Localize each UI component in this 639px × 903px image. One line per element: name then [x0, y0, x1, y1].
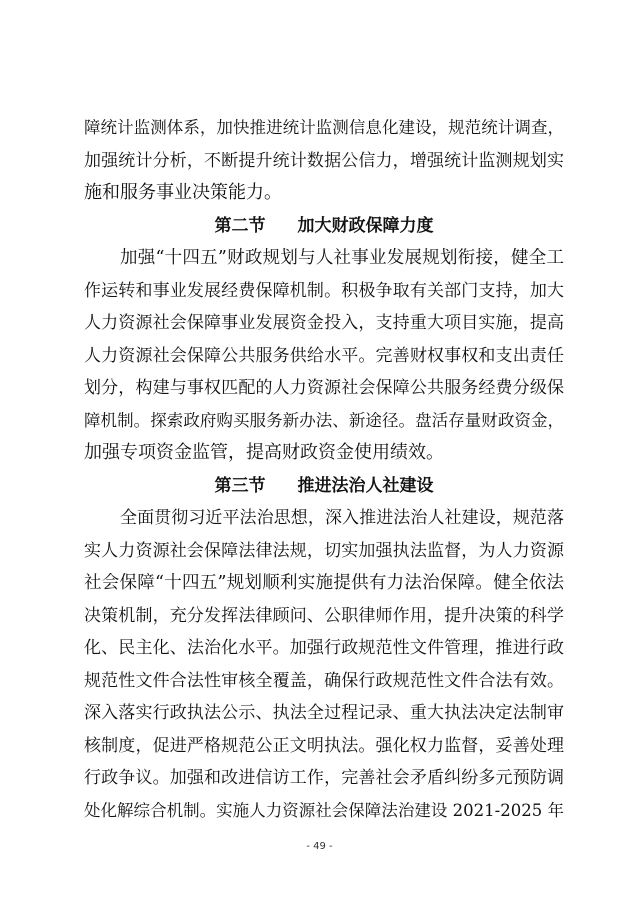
text-line: 实人力资源社会保障法律法规，切实加强执法监督，为人力资源	[84, 540, 564, 561]
text-line: 划分，构建与事权匹配的人力资源社会保障公共服务经费分级保	[84, 378, 564, 398]
section-number: 第三节	[214, 475, 266, 496]
paragraph-rule-of-law	[84, 502, 564, 827]
text-line: 人力资源社会保障公共服务供给水平。完善财权事权和支出责任	[84, 345, 564, 366]
text-line: 障机制。探索政府购买服务新办法、新途径。盘活存量财政资金，	[84, 410, 564, 430]
text-line: 施和服务事业决策能力。	[84, 182, 282, 203]
paragraph-finance	[84, 242, 564, 470]
text-line: 社会保障“十四五”规划顺利实施提供有力法治保障。健全依法	[84, 573, 564, 593]
text-line: 核制度，促进严格规范公正文明执法。强化权力监督，妥善处理	[84, 735, 564, 756]
text-line: 行政争议。加强和改进信访工作，完善社会矛盾纠纷多元预防调	[84, 768, 564, 788]
document-body	[84, 112, 564, 827]
section-number: 第二节	[214, 215, 266, 236]
paragraph-statistics-continued	[84, 112, 564, 210]
text-line: 决策机制，充分发挥法律顾问、公职律师作用，提升决策的科学	[84, 605, 564, 626]
text-line: 化、民主化、法治化水平。加强行政规范性文件管理，推进行政	[84, 638, 564, 658]
section-heading-2	[84, 210, 564, 243]
text-line: 全面贯彻习近平法治思想，深入推进法治人社建设，规范落	[120, 508, 564, 528]
section-title: 加大财政保障力度	[297, 215, 434, 236]
text-line: 加强“十四五”财政规划与人社事业发展规划衔接，健全工	[120, 248, 564, 268]
text-line: 加强统计分析，不断提升统计数据公信力，增强统计监测规划实	[84, 150, 564, 171]
section-title: 推进法治人社建设	[297, 475, 434, 496]
text-line: 障统计监测体系，加快推进统计监测信息化建设，规范统计调查，	[84, 118, 564, 137]
page-number: - 49 -	[306, 841, 333, 852]
section-heading-3	[84, 470, 564, 503]
text-line: 作运转和事业发展经费保障机制。积极争取有关部门支持，加大	[84, 280, 564, 301]
text-line: 加强专项资金监管，提高财政资金使用绩效。	[84, 442, 444, 463]
text-line: 处化解综合机制。实施人力资源社会保障法治建设 2021-2025 年	[84, 800, 564, 820]
text-line: 深入落实行政执法公示、执法全过程记录、重大执法决定法制审	[84, 703, 564, 723]
text-line: 规范性文件合法性审核全覆盖，确保行政规范性文件合法有效。	[84, 670, 564, 691]
text-line: 人力资源社会保障事业发展资金投入，支持重大项目实施，提高	[84, 313, 564, 333]
